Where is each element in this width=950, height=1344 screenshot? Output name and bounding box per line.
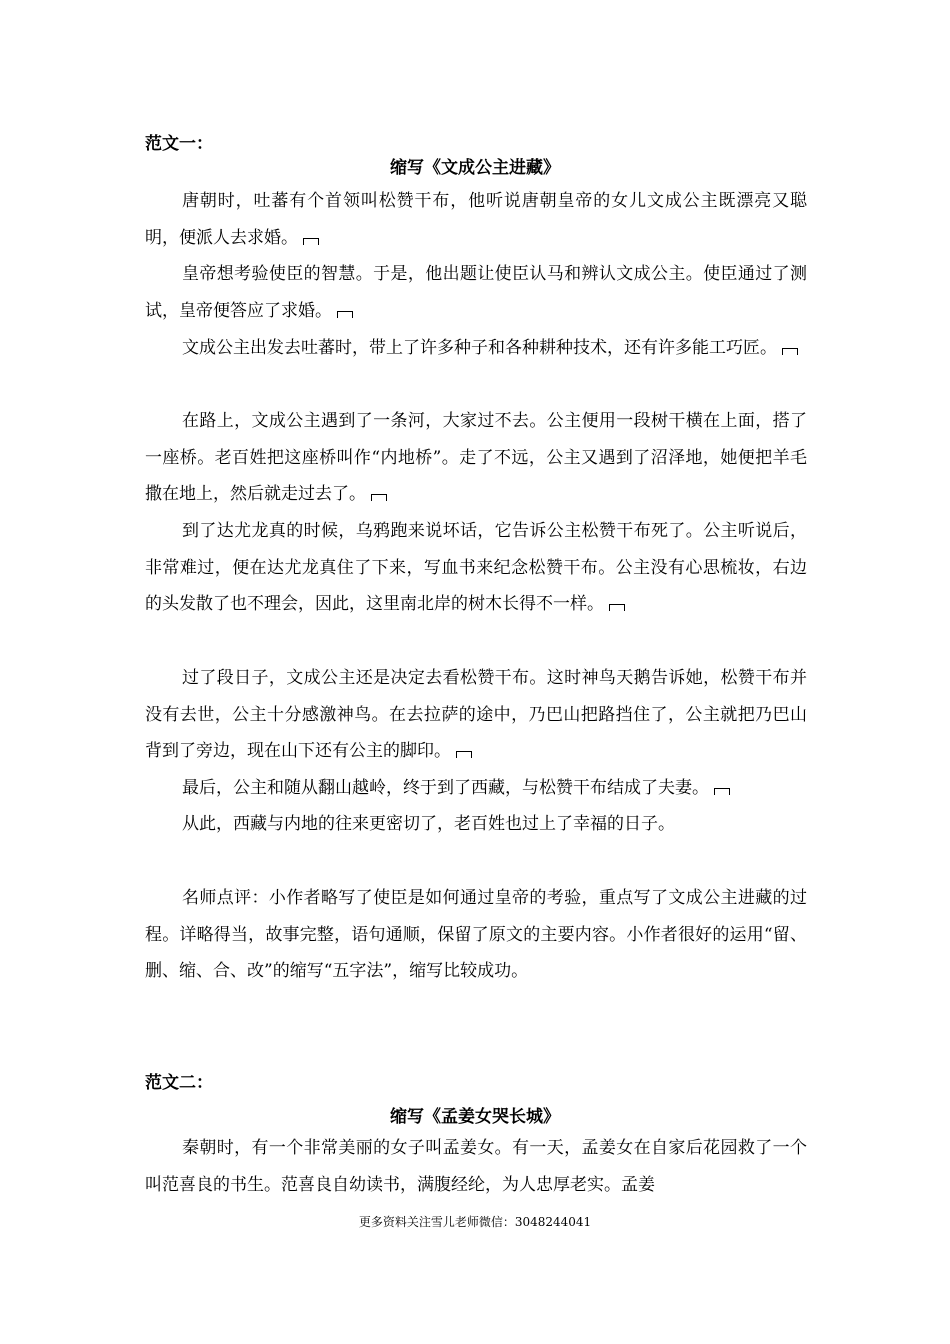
paragraph-mark-icon: [337, 311, 353, 318]
paragraph-text: 唐朝时，吐蕃有个首领叫松赞干布，他听说唐朝皇帝的女儿文成公主既漂亮又聪明，便派人去求婚。: [145, 191, 807, 248]
section-2-title: 缩写《孟姜女哭长城》: [390, 1107, 560, 1127]
section-1-label: 范文一：: [145, 134, 213, 154]
paragraph-text: 在路上，文成公主遇到了一条河，大家过不去。公主便用一段树干横在上面，搭了一座桥。老百姓把这座桥叫作“内地桥”。走了不远，公主又遇到了沼泽地，她便把羊毛撒在地上，然后就走过去了。: [145, 411, 807, 504]
paragraph-text: 文成公主出发去吐蕃时，带上了许多种子和各种耕种技术，还有许多能工巧匠。: [182, 338, 777, 358]
paragraph-mark-icon: [371, 494, 387, 501]
paragraph: [145, 660, 807, 770]
section-1-title: 缩写《文成公主进藏》: [390, 158, 560, 178]
paragraph: [145, 256, 807, 329]
teacher-comment: 名师点评：小作者略写了使臣是如何通过皇帝的考验，重点写了文成公主进藏的过程。详略得当，故事完整，语句通顺，保留了原文的主要内容。小作者很好的运用“留、删、缩、合、改”的缩写“五字法”，缩写比较成功。: [145, 888, 807, 981]
paragraph-text: 皇帝想考验使臣的智慧。于是，他出题让使臣认马和辨认文成公主。使臣通过了测试，皇帝便答应了求婚。: [145, 264, 807, 321]
paragraph: [145, 806, 807, 843]
paragraph: [145, 330, 807, 367]
paragraph-text: 过了段日子，文成公主还是决定去看松赞干布。这时神鸟天鹅告诉她，松赞干布并没有去世，公主十分感激神鸟。在去拉萨的途中，乃巴山把路挡住了，公主就把乃巴山背到了旁边，现在山下还有公主的脚印。: [145, 668, 807, 761]
paragraph: [145, 403, 807, 513]
paragraph-text: 到了达尤龙真的时候，乌鸦跑来说坏话，它告诉公主松赞干布死了。公主听说后，非常难过，便在达尤龙真住了下来，写血书来纪念松赞干布。公主没有心思梳妆，右边的头发散了也不理会，因此，这里南北岸的树木长得不一样。: [145, 521, 807, 614]
paragraph-text: 从此，西藏与内地的往来更密切了，老百姓也过上了幸福的日子。: [182, 814, 675, 834]
paragraph-mark-icon: [456, 751, 472, 758]
page-footer: 更多资料关注雪儿老师微信：3048244041: [358, 1215, 592, 1229]
paragraph: [145, 513, 807, 623]
paragraph-mark-icon: [303, 238, 319, 245]
paragraph-mark-icon: [714, 788, 730, 795]
paragraph-mark-icon: [782, 348, 798, 355]
paragraph: [145, 770, 807, 807]
paragraph-text: 最后，公主和随从翻山越岭，终于到了西藏，与松赞干布结成了夫妻。: [182, 778, 709, 798]
paragraph-text: 秦朝时，有一个非常美丽的女子叫孟姜女。有一天，孟姜女在自家后花园救了一个叫范喜良的书生。范喜良自幼读书，满腹经纶，为人忠厚老实。孟姜: [145, 1138, 807, 1195]
paragraph-mark-icon: [609, 604, 625, 611]
section-2-label: 范文二：: [145, 1073, 213, 1093]
paragraph: [145, 183, 807, 256]
paragraph: [145, 1130, 807, 1203]
